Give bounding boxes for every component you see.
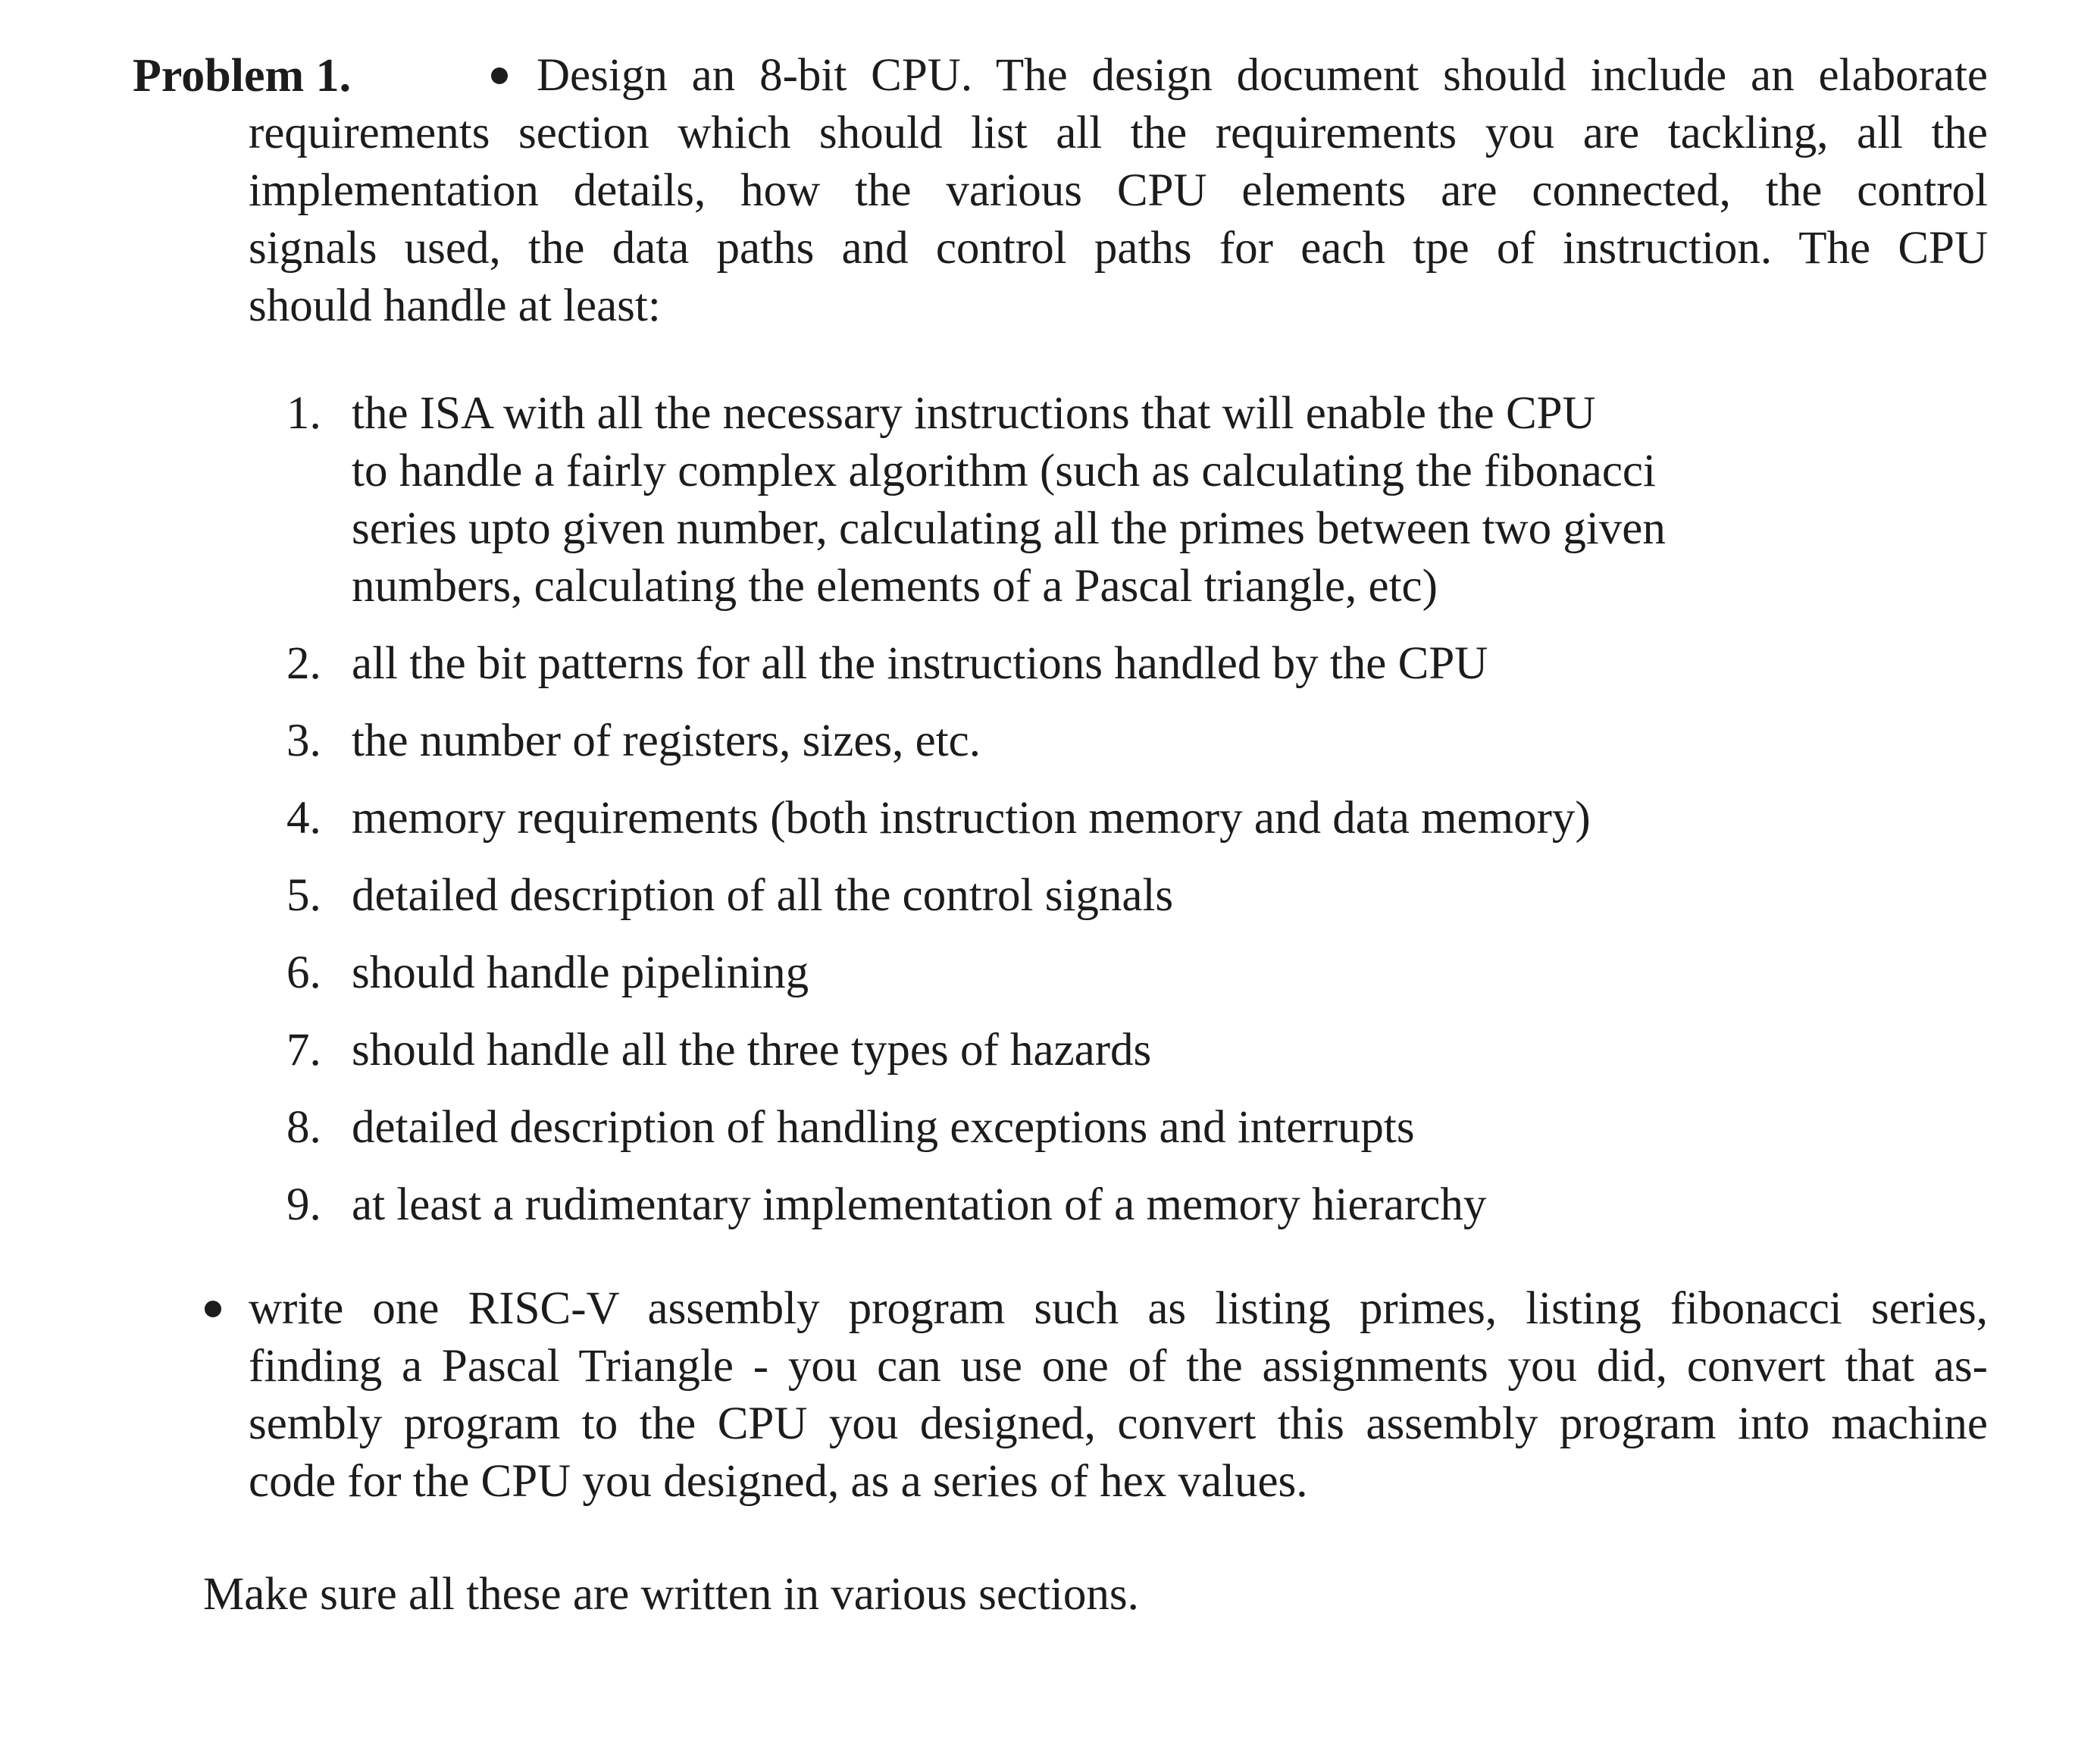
list-item bbox=[286, 1099, 1848, 1157]
closing-note: Make sure all these are written in various sections. bbox=[203, 1569, 1139, 1620]
list-item bbox=[286, 790, 1848, 847]
list-item-line: the number of registers, sizes, etc. bbox=[352, 716, 981, 766]
bullet-1-line: requirements section which should list all the requirements you are tackling, all the bbox=[249, 108, 1988, 158]
bullet-1-text bbox=[249, 47, 1988, 335]
list-item bbox=[286, 385, 1848, 615]
bullet-1-line: should handle at least: bbox=[249, 280, 661, 331]
list-item-number: 4. bbox=[286, 793, 321, 844]
bullet-1-line: signals used, the data paths and control paths for each tpe of instruction. The CPU bbox=[249, 223, 1988, 274]
bullet-2-line: sembly program to the CPU you designed, convert this assembly program into machine bbox=[249, 1398, 1988, 1449]
list-item-line: memory requirements (both instruction memory and data memory) bbox=[352, 793, 1591, 844]
bullet-2-dot-icon bbox=[205, 1301, 221, 1317]
list-item-number: 2. bbox=[286, 638, 321, 689]
list-item-line: detailed description of all the control signals bbox=[352, 870, 1174, 921]
list-item-line: numbers, calculating the elements of a Pascal triangle, etc) bbox=[352, 561, 1438, 612]
list-item bbox=[286, 944, 1848, 1002]
list-item-number: 5. bbox=[286, 870, 321, 921]
list-item-line: to handle a fairly complex algorithm (such as calculating the fibonacci bbox=[352, 446, 1656, 496]
list-item bbox=[286, 867, 1848, 925]
bullet-2-line: write one RISC-V assembly program such as listing primes, listing fibonacci series, bbox=[249, 1283, 1988, 1334]
list-item-line: all the bit patterns for all the instructions handled by the CPU bbox=[352, 638, 1488, 689]
list-item-number: 6. bbox=[286, 947, 321, 998]
list-item-number: 7. bbox=[286, 1025, 321, 1076]
list-item-number: 9. bbox=[286, 1179, 321, 1230]
bullet-2-text bbox=[249, 1280, 1988, 1511]
list-item-line: at least a rudimentary implementation of a memory hierarchy bbox=[352, 1179, 1487, 1230]
bullet-2-line: code for the CPU you designed, as a series of hex values. bbox=[249, 1456, 1308, 1507]
problem-heading: Problem 1. bbox=[133, 50, 352, 102]
list-item-number: 1. bbox=[286, 388, 321, 439]
list-item-line: detailed description of handling exceptions and interrupts bbox=[352, 1102, 1415, 1153]
list-item-line: should handle all the three types of hazards bbox=[352, 1025, 1152, 1076]
list-item bbox=[286, 1176, 1848, 1234]
bullet-2-line: finding a Pascal Triangle - you can use one of the assignments you did, convert that as- bbox=[249, 1341, 1988, 1392]
bullet-1-line: implementation details, how the various CPU elements are connected, the control bbox=[249, 165, 1988, 216]
list-item-line: the ISA with all the necessary instructions that will enable the CPU bbox=[352, 388, 1596, 439]
list-item-number: 3. bbox=[286, 716, 321, 766]
list-item bbox=[286, 712, 1848, 770]
list-item-line: should handle pipelining bbox=[352, 947, 809, 998]
list-item-number: 8. bbox=[286, 1102, 321, 1153]
bullet-1-line: Design an 8-bit CPU. The design document should include an elaborate bbox=[537, 50, 1988, 101]
list-item bbox=[286, 635, 1848, 693]
list-item bbox=[286, 1022, 1848, 1079]
requirements-list bbox=[286, 385, 1848, 1234]
list-item-line: series upto given number, calculating all the primes between two given bbox=[352, 503, 1666, 554]
